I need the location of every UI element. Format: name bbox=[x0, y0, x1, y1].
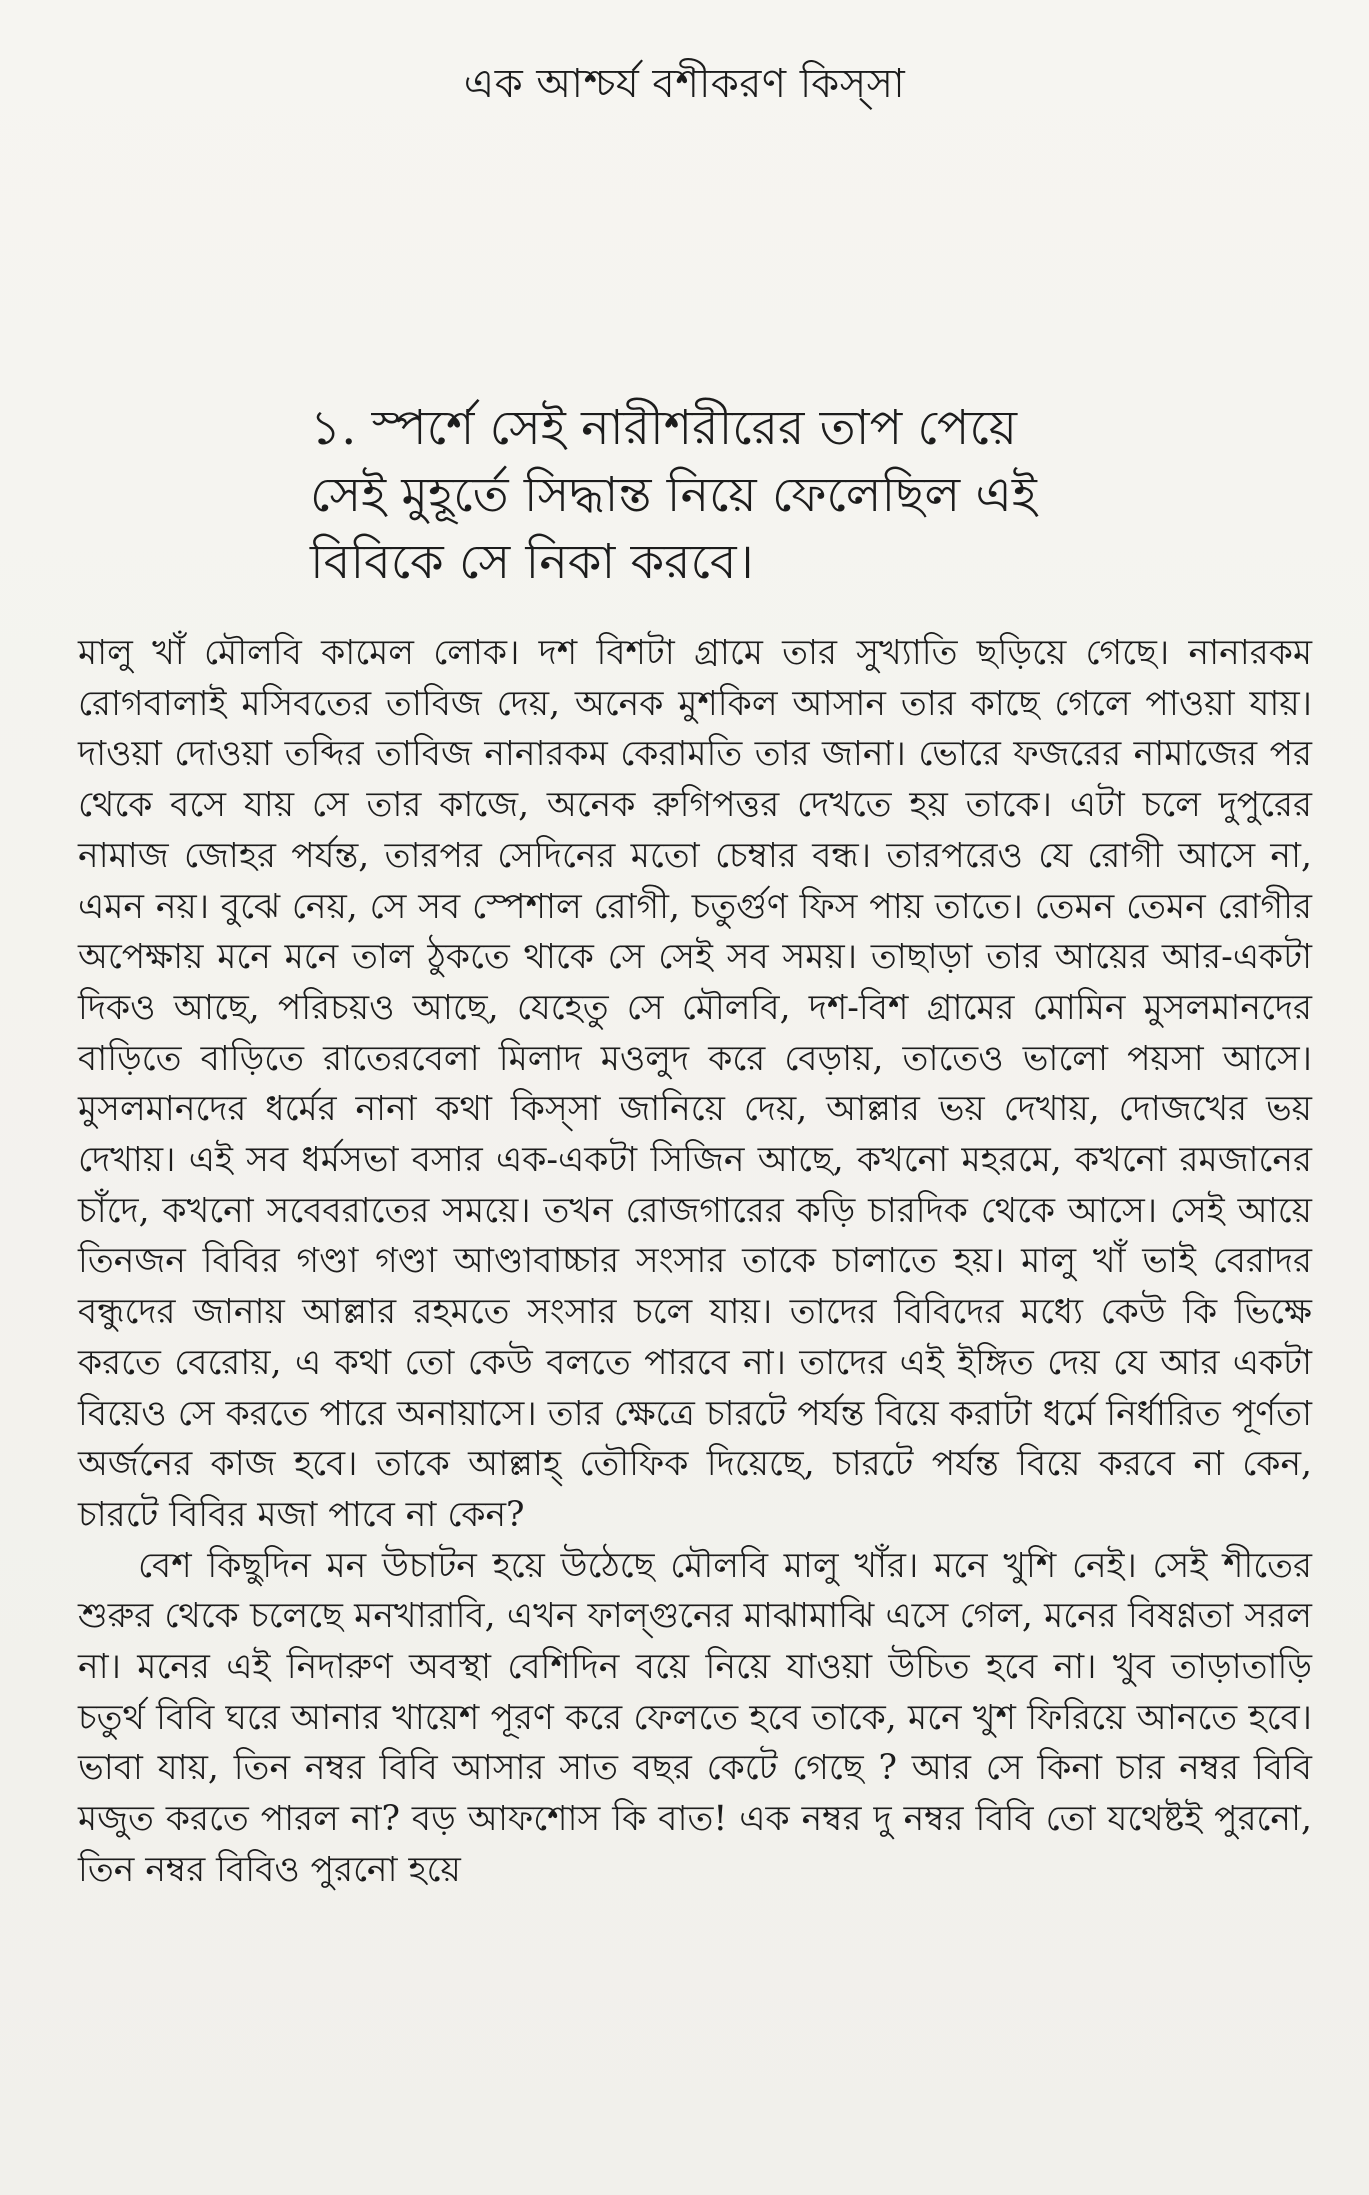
body-text bbox=[78, 628, 1312, 1896]
running-head: এক আশ্চর্য বশীকরণ কিস্‌সা bbox=[463, 61, 906, 107]
paragraph: মালু খাঁ মৌলবি কামেল লোক। দশ বিশটা গ্রামে তার সুখ্যাতি ছড়িয়ে গেছে। নানারকম রোগবালাই মসিবতের তাবিজ দেয়, অনেক মুশকিল আসান তার কাছে গেলে পাওয়া যায়। দাওয়া দোওয়া তব্দির তাবিজ নানারকম কেরামতি তার জানা। ভোরে ফজরের নামাজের পর থেকে বসে যায় সে তার কাজে, অনেক রুগিপত্তর দেখতে হয় তাকে। এটা চলে দুপুরের নামাজ জোহর পর্যন্ত, তারপর সেদিনের মতো চেম্বার বন্ধ। তারপরেও যে রোগী আসে না, এমন নয়। বুঝে নেয়, সে সব স্পেশাল রোগী, চতুর্গুণ ফিস পায় তাতে। তেমন তেমন রোগীর অপেক্ষায় মনে মনে তাল ঠুকতে থাকে সে সেই সব সময়। তাছাড়া তার আয়ের আর-একটা দিকও আছে, পরিচয়ও আছে, যেহেতু সে মৌলবি, দশ-বিশ গ্রামের মোমিন মুসলমানদের বাড়িতে বাড়িতে রাতেরবেলা মিলাদ মওলুদ করে বেড়ায়, তাতেও ভালো পয়সা আসে। মুসলমানদের ধর্মের নানা কথা কিস্‌সা জানিয়ে দেয়, আল্লার ভয় দেখায়, দোজখের ভয় দেখায়। এই সব ধর্মসভা বসার এক-একটা সিজিন আছে, কখনো মহরমে, কখনো রমজানের চাঁদে, কখনো সবেবরাতের সময়ে। তখন রোজগারের কড়ি চারদিক থেকে আসে। সেই আয়ে তিনজন বিবির গণ্ডা গণ্ডা আণ্ডাবাচ্চার সংসার তাকে চালাতে হয়। মালু খাঁ ভাই বেরাদর বন্ধুদের জানায় আল্লার রহমতে সংসার চলে যায়। তাদের বিবিদের মধ্যে কেউ কি ভিক্ষে করতে বেরোয়, এ কথা তো কেউ বলতে পারবে না। তাদের এই ইঙ্গিত দেয় যে আর একটা বিয়েও সে করতে পারে অনায়াসে। তার ক্ষেত্রে চারটে পর্যন্ত বিয়ে করাটা ধর্মে নির্ধারিত পূর্ণতা অর্জনের কাজ হবে। তাকে আল্লাহ্‌ তৌফিক দিয়েছে, চারটে পর্যন্ত বিয়ে করবে না কেন, চারটে বিবির মজা পাবে না কেন? bbox=[78, 633, 1312, 1535]
paragraph: বেশ কিছুদিন মন উচাটন হয়ে উঠেছে মৌলবি মালু খাঁর। মনে খুশি নেই। সেই শীতের শুরুর থেকে চলেছে মনখারাবি, এখন ফাল্গুনের মাঝামাঝি এসে গেল, মনের বিষণ্ণতা সরল না। মনের এই নিদারুণ অবস্থা বেশিদিন বয়ে নিয়ে যাওয়া উচিত হবে না। খুব তাড়াতাড়ি চতুর্থ বিবি ঘরে আনার খায়েশ পূরণ করে ফেলতে হবে তাকে, মনে খুশ ফিরিয়ে আনতে হবে। ভাবা যায়, তিন নম্বর বিবি আসার সাত বছর কেটে গেছে ? আর সে কিনা চার নম্বর বিবি মজুত করতে পারল না? বড় আফশোস কি বাত! এক নম্বর দু নম্বর বিবি তো যথেষ্টই পুরনো, তিন নম্বর বিবিও পুরনো হয়ে bbox=[78, 1545, 1312, 1890]
chapter-heading: ১. স্পর্শে সেই নারীশরীরের তাপ পেয়ে সেই মুহূর্তে সিদ্ধান্ত নিয়ে ফেলেছিল এই বিবিকে সে নিকা করবে। bbox=[310, 400, 1037, 590]
